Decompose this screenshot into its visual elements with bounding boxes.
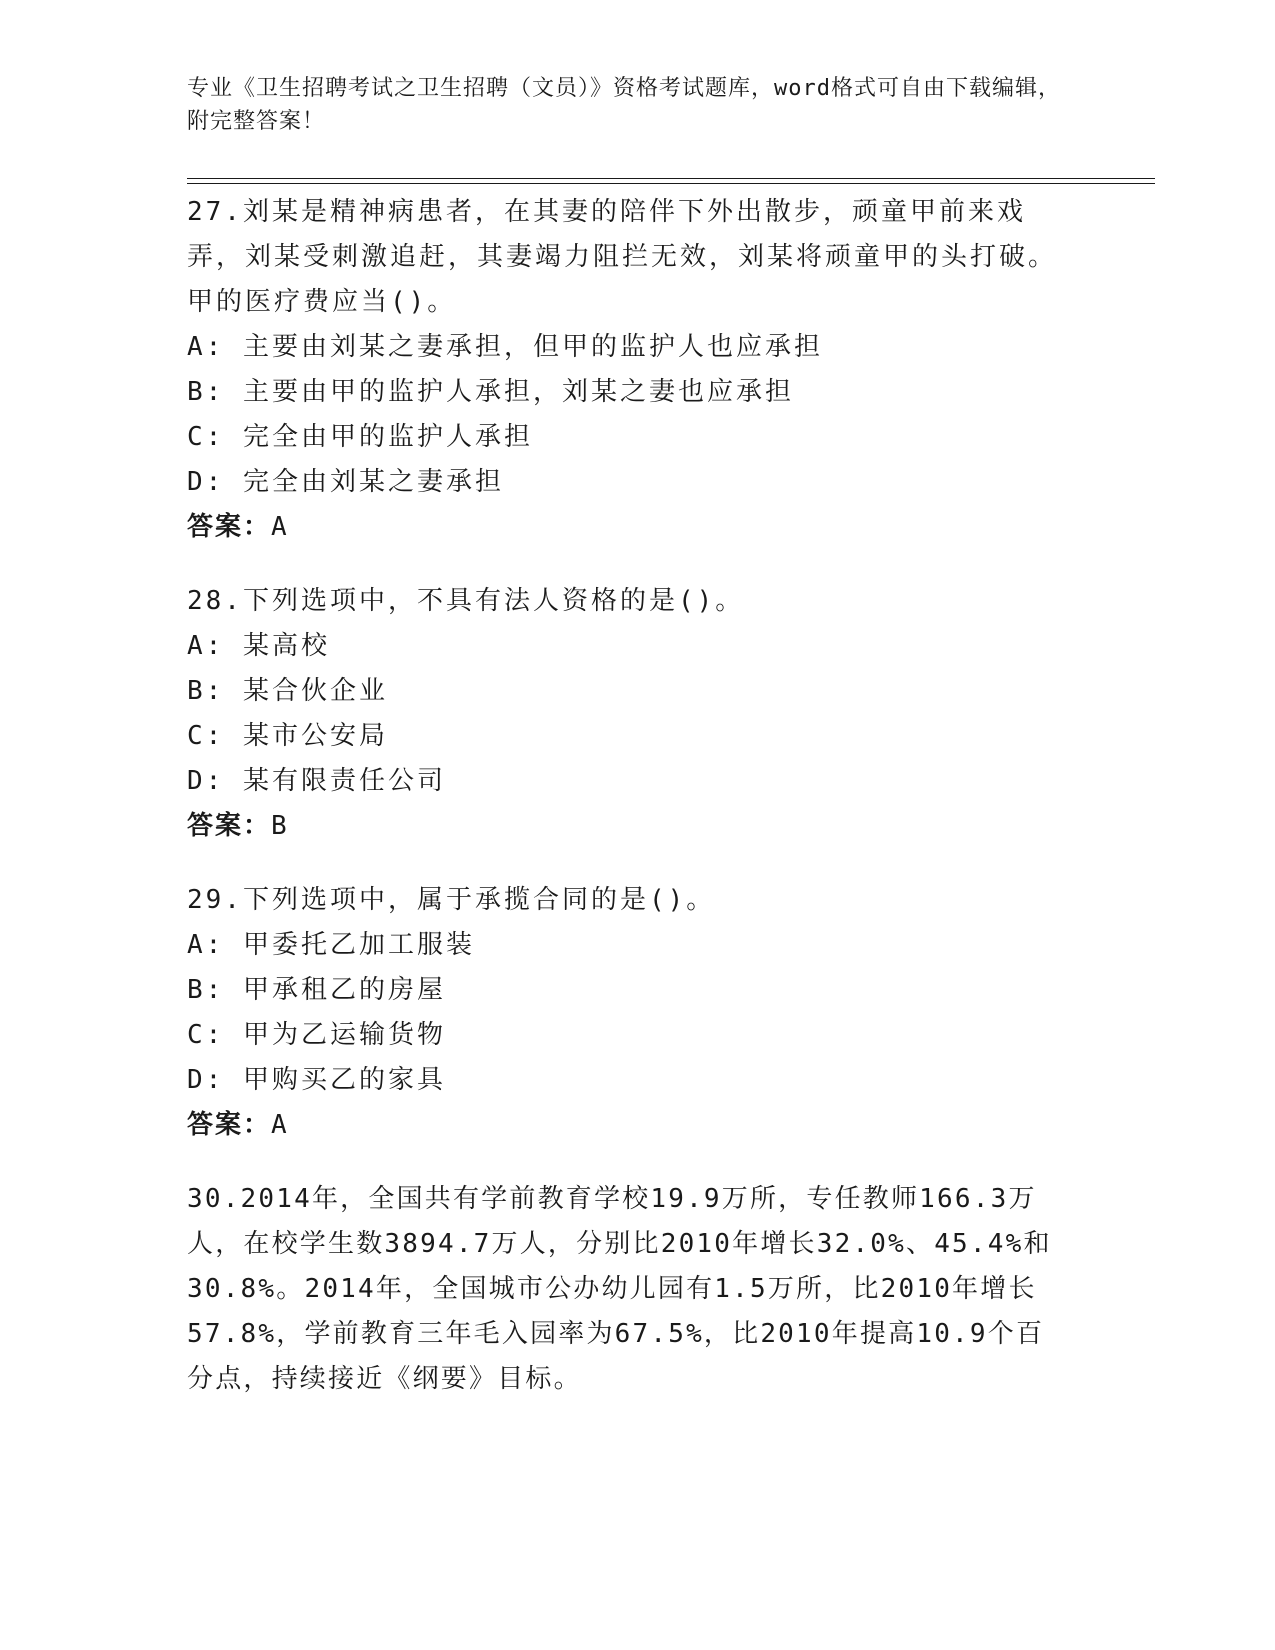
option-d — [187, 1058, 1067, 1103]
option-letter: C: — [187, 1020, 225, 1050]
question-list — [187, 190, 1067, 1431]
answer-value: A — [271, 512, 289, 542]
option-b — [187, 669, 1067, 714]
answer-line — [187, 1103, 1067, 1148]
option-a — [187, 923, 1067, 968]
answer-label: 答案： — [187, 512, 272, 542]
option-text: 某高校 — [242, 631, 330, 661]
option-c — [187, 415, 1067, 460]
answer-value: B — [271, 811, 289, 841]
option-text: 主要由甲的监护人承担，刘某之妻也应承担 — [242, 377, 794, 407]
option-text: 主要由刘某之妻承担，但甲的监护人也应承担 — [242, 332, 823, 362]
option-b — [187, 968, 1067, 1013]
option-b — [187, 370, 1067, 415]
answer-value: A — [271, 1110, 289, 1140]
document-header: 专业《卫生招聘考试之卫生招聘（文员）》资格考试题库，word格式可自由下载编辑，附完整答案！ — [187, 76, 1061, 134]
answer-label: 答案： — [187, 811, 272, 841]
option-text: 某有限责任公司 — [242, 766, 446, 796]
option-letter: D: — [187, 467, 225, 497]
option-letter: B: — [187, 975, 225, 1005]
option-text: 甲购买乙的家具 — [242, 1065, 446, 1095]
option-letter: B: — [187, 377, 225, 407]
option-letter: D: — [187, 1065, 225, 1095]
option-letter: C: — [187, 422, 225, 452]
option-letter: D: — [187, 766, 225, 796]
question-27 — [187, 190, 1067, 550]
option-letter: B: — [187, 676, 225, 706]
option-text: 完全由刘某之妻承担 — [242, 467, 504, 497]
question-30 — [187, 1177, 1067, 1402]
answer-label: 答案： — [187, 1110, 272, 1140]
question-stem: 27.刘某是精神病患者，在其妻的陪伴下外出散步，顽童甲前来戏弄，刘某受刺激追赶，其妻竭力阻拦无效，刘某将顽童甲的头打破。甲的医疗费应当()。 — [187, 197, 1058, 317]
option-a — [187, 325, 1067, 370]
option-c — [187, 1013, 1067, 1058]
question-stem: 29.下列选项中，属于承揽合同的是()。 — [187, 885, 716, 915]
option-text: 甲承租乙的房屋 — [242, 975, 446, 1005]
option-d — [187, 759, 1067, 804]
question-stem: 28.下列选项中，不具有法人资格的是()。 — [187, 586, 745, 616]
option-c — [187, 714, 1067, 759]
question-passage: 30.2014年，全国共有学前教育学校19.9万所，专任教师166.3万人，在校学生数3894.7万人，分别比2010年增长32.0%、45.4%和30.8%。2014年，全国城市公办幼儿园有1.5万所，比2010年增长57.8%，学前教育三年毛入园率为67.5%，比2010年提高10.9个百分点，持续接近《纲要》目标。 — [187, 1184, 1052, 1394]
option-a — [187, 624, 1067, 669]
question-28 — [187, 579, 1067, 849]
header-divider-bottom — [187, 183, 1155, 184]
answer-line — [187, 804, 1067, 849]
option-letter: A: — [187, 930, 225, 960]
option-letter: A: — [187, 631, 225, 661]
option-letter: C: — [187, 721, 225, 751]
option-text: 某合伙企业 — [242, 676, 388, 706]
header-divider-top — [187, 178, 1155, 179]
option-text: 某市公安局 — [242, 721, 388, 751]
option-d — [187, 460, 1067, 505]
option-text: 甲委托乙加工服装 — [242, 930, 475, 960]
option-text: 完全由甲的监护人承担 — [242, 422, 533, 452]
answer-line — [187, 505, 1067, 550]
question-29 — [187, 878, 1067, 1148]
option-text: 甲为乙运输货物 — [242, 1020, 446, 1050]
option-letter: A: — [187, 332, 225, 362]
